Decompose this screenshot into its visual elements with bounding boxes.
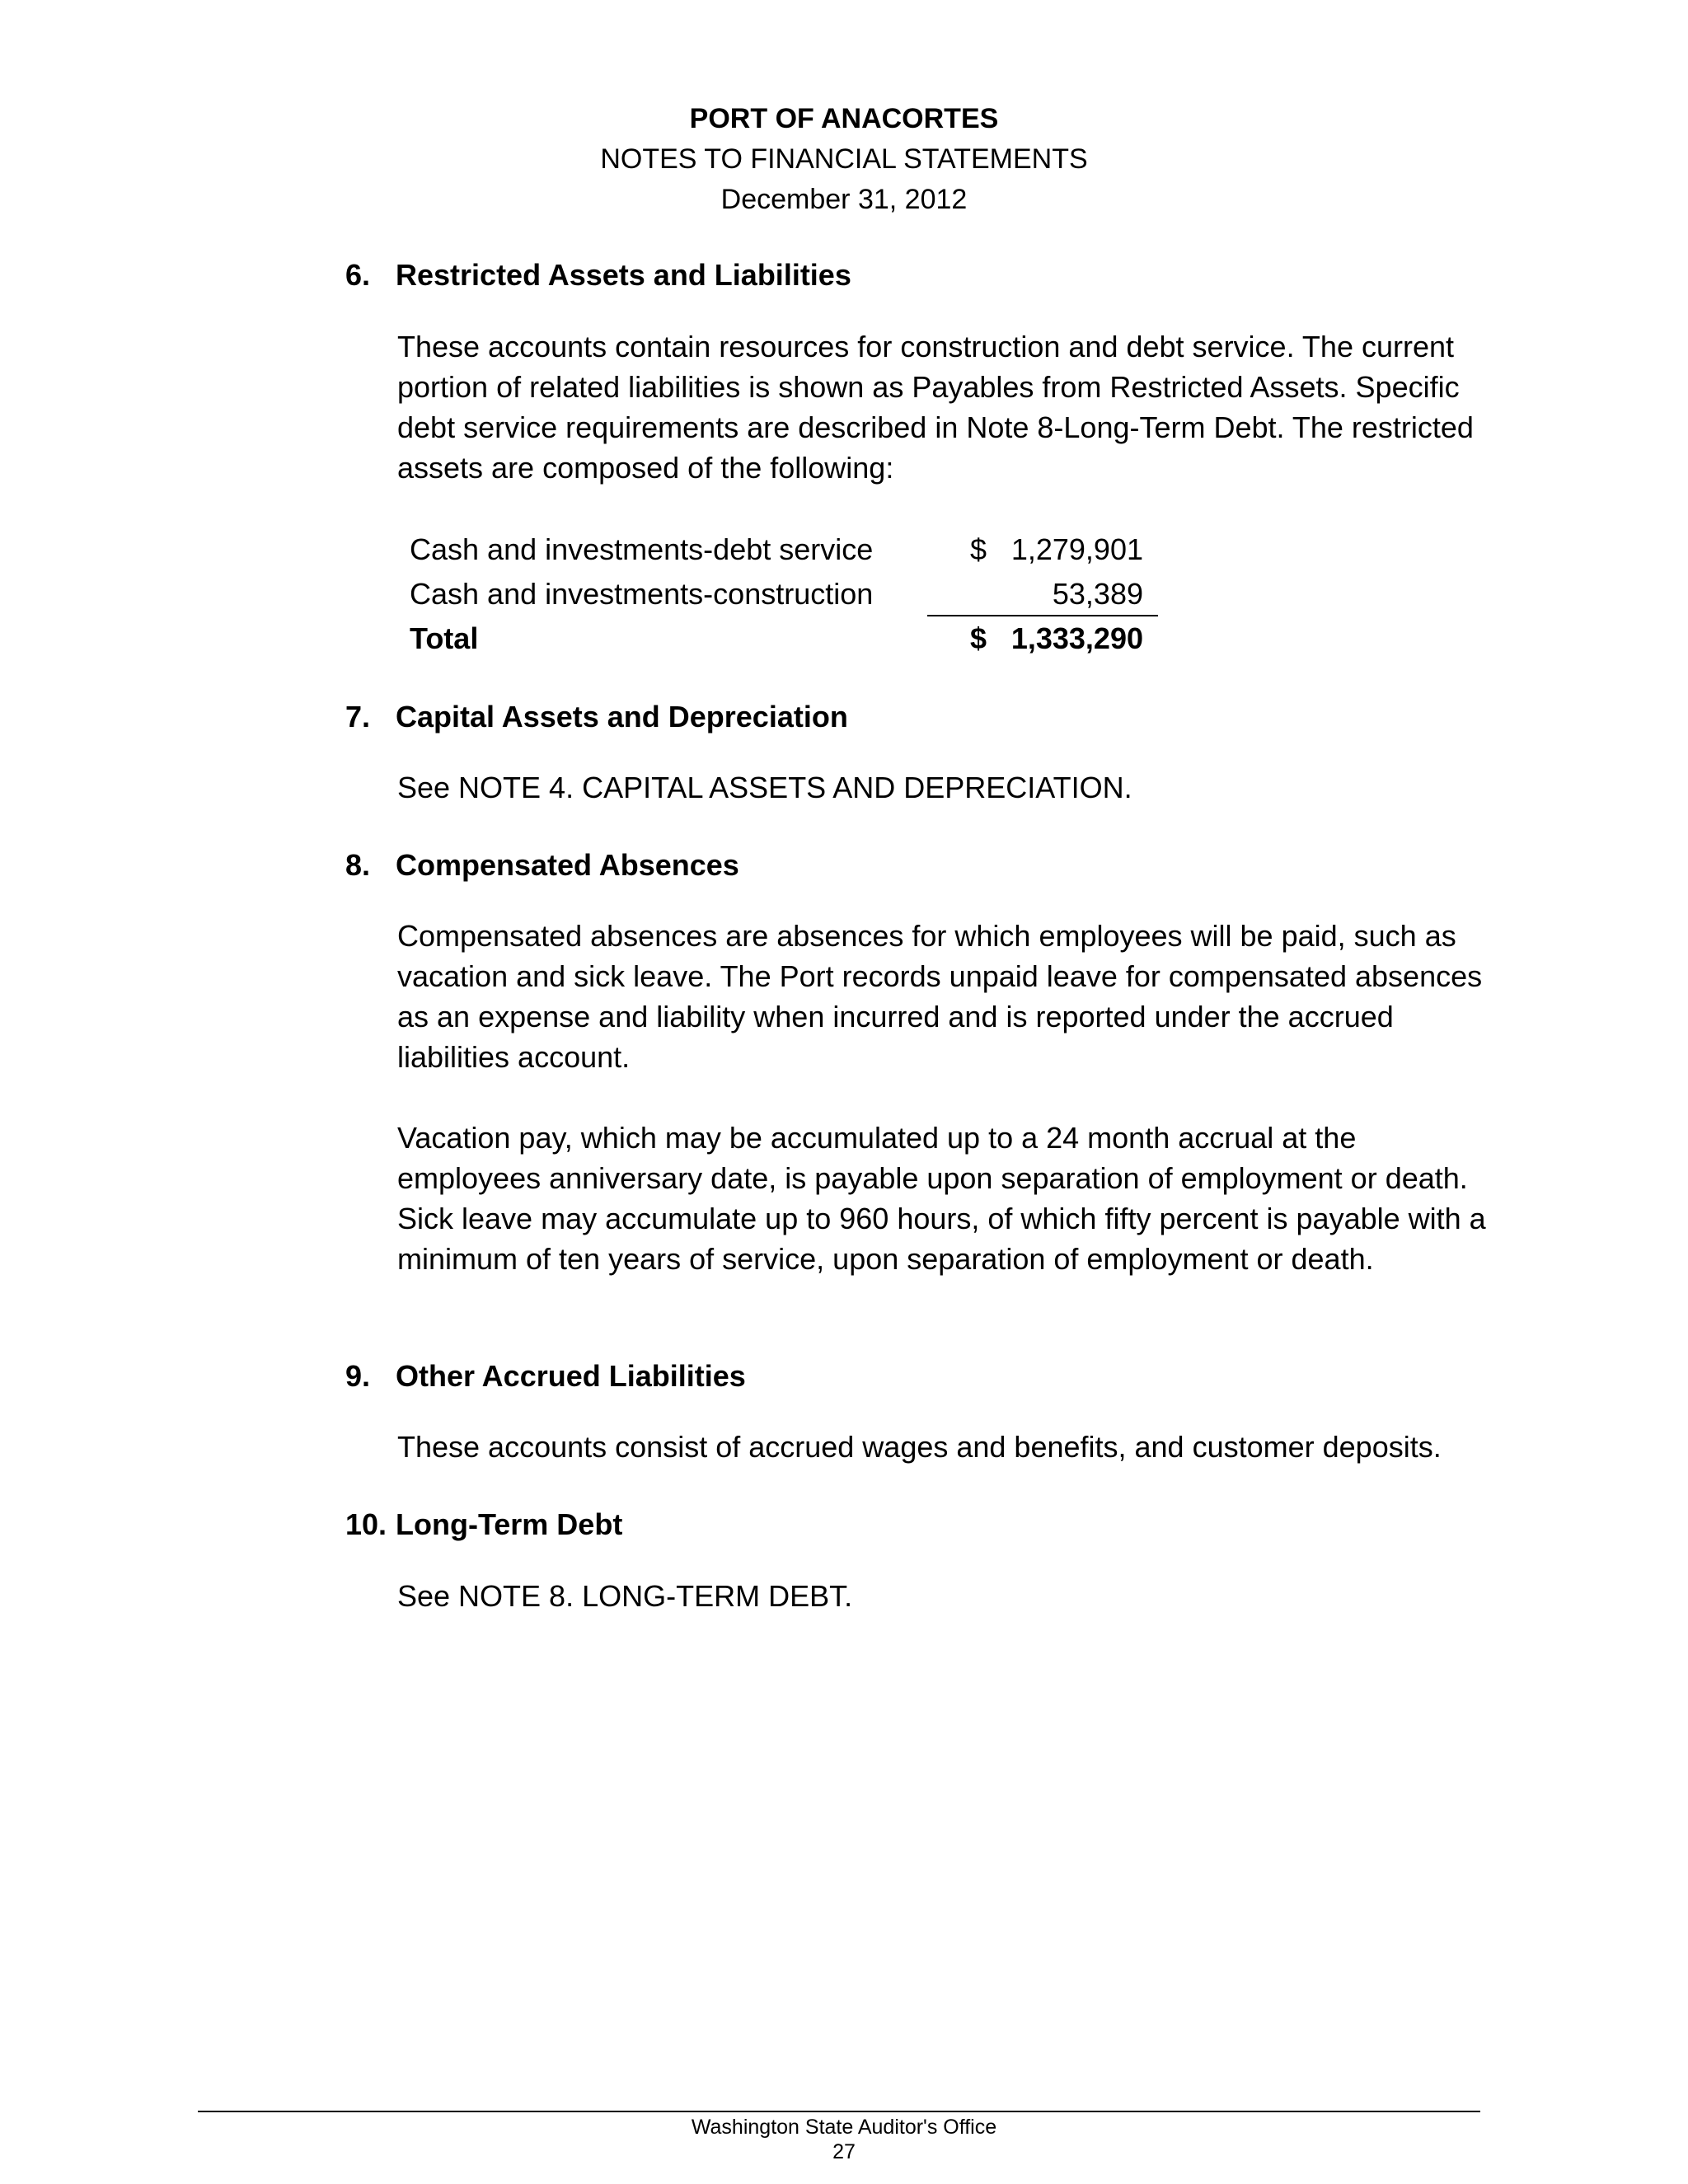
footer-divider: [198, 2111, 1480, 2112]
section-number: 7.: [345, 700, 371, 733]
section-6-paragraph: These accounts contain resources for construction and debt service. The current portion of related liabilities is shown as Payables from Restricted Assets. Specific debt service requirements are described in Note 8-Long-Term Debt. The restricted assets are composed of the following:: [397, 330, 1474, 485]
currency-symbol: $: [970, 532, 987, 566]
section-10-heading: [345, 1507, 622, 1543]
document-header: [0, 99, 1688, 220]
section-title: Restricted Assets and Liabilities: [396, 258, 851, 292]
section-number: 8.: [345, 848, 371, 882]
section-title: Compensated Absences: [396, 848, 739, 882]
page-number: 27: [832, 2140, 856, 2163]
row-amount: 1,279,901: [1010, 532, 1143, 566]
total-label: Total: [410, 621, 479, 655]
section-9-paragraph: These accounts consist of accrued wages and benefits, and customer deposits.: [397, 1430, 1442, 1464]
section-8-heading: [345, 847, 739, 883]
section-title: Capital Assets and Depreciation: [396, 700, 848, 733]
section-6-heading: [345, 257, 851, 293]
section-9-heading: [345, 1358, 746, 1394]
document-title: NOTES TO FINANCIAL STATEMENTS: [600, 143, 1088, 175]
document-date: December 31, 2012: [720, 184, 968, 215]
section-number: 6.: [345, 258, 371, 292]
organization-name: PORT OF ANACORTES: [689, 103, 999, 134]
total-amount: 1,333,290: [1010, 621, 1143, 655]
section-number: 9.: [345, 1359, 371, 1393]
row-label: Cash and investments-debt service: [410, 532, 874, 566]
currency-symbol: $: [970, 621, 987, 655]
section-8-paragraph-2: Vacation pay, which may be accumulated up to a 24 month accrual at the employees anniversary date, is payable upon separation of employment or death. Sick leave may accumulate up to 960 hours, of which fifty percent is payable with a minimum of ten years of service, upon separation of employment or death.: [397, 1121, 1486, 1276]
section-7-heading: [345, 699, 848, 735]
section-title: Long-Term Debt: [396, 1507, 623, 1541]
row-label: Cash and investments-construction: [410, 577, 874, 611]
section-8-paragraph-1: Compensated absences are absences for which employees will be paid, such as vacation and sick leave. The Port records unpaid leave for compensated absences as an expense and liability when incurred and is reported under the accrued liabilities account.: [397, 919, 1483, 1074]
row-amount: 53,389: [1052, 577, 1143, 611]
footer-office: Washington State Auditor's Office: [691, 2116, 997, 2139]
section-number: 10.: [345, 1507, 387, 1541]
section-7-paragraph: See NOTE 4. CAPITAL ASSETS AND DEPRECIATION.: [397, 771, 1132, 804]
section-10-paragraph: See NOTE 8. LONG-TERM DEBT.: [397, 1579, 853, 1613]
section-title: Other Accrued Liabilities: [396, 1359, 746, 1393]
